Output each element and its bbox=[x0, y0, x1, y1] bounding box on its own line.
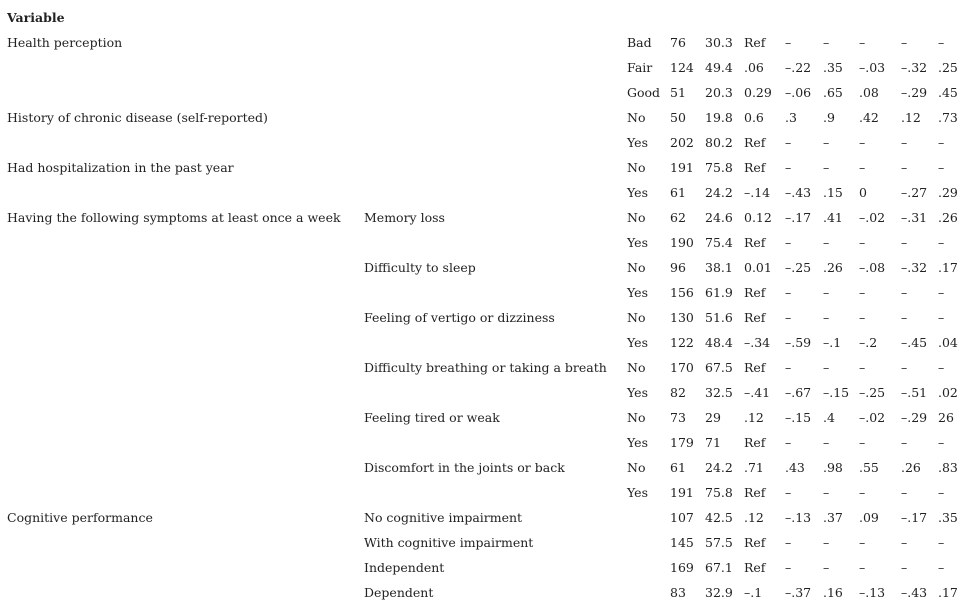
cell-b2: – bbox=[859, 360, 866, 375]
cell-lower1: –.59 bbox=[785, 335, 812, 350]
cell-category: No bbox=[627, 460, 646, 475]
cell-b2: – bbox=[859, 485, 866, 500]
cell-percent: 57.5 bbox=[705, 535, 733, 550]
cell-subvariable bbox=[364, 105, 627, 130]
cell-lower1: – bbox=[785, 560, 792, 575]
cell-lower2: – bbox=[901, 535, 908, 550]
cell-percent: 29 bbox=[705, 410, 721, 425]
cell-b2: 0 bbox=[859, 185, 867, 200]
cell-lower1: – bbox=[785, 135, 792, 150]
table-row bbox=[7, 230, 966, 255]
cell-subvariable: Dependent bbox=[364, 585, 434, 600]
table-row bbox=[7, 305, 966, 330]
table-row bbox=[7, 530, 966, 555]
cell-lower1: – bbox=[785, 535, 792, 550]
cell-upper2: – bbox=[938, 310, 945, 325]
cell-upper1: .41 bbox=[823, 210, 843, 225]
cell-n: 124 bbox=[670, 60, 694, 75]
cell-upper2: – bbox=[938, 235, 945, 250]
cell-category: No bbox=[627, 160, 646, 175]
cell-variable: Had hospitalization in the past year bbox=[7, 160, 234, 175]
cell-subvariable bbox=[364, 80, 627, 105]
cell-upper1: – bbox=[823, 560, 830, 575]
table-row bbox=[7, 505, 966, 530]
cell-upper1: – bbox=[823, 485, 830, 500]
cell-subvariable: Discomfort in the joints or back bbox=[364, 460, 565, 475]
cell-percent: 24.2 bbox=[705, 460, 733, 475]
cell-percent: 80.2 bbox=[705, 135, 733, 150]
cell-lower2: –.45 bbox=[901, 335, 928, 350]
cell-variable bbox=[7, 255, 364, 280]
cell-n: 96 bbox=[670, 260, 686, 275]
cell-upper1: .35 bbox=[823, 60, 843, 75]
cell-n: 169 bbox=[670, 560, 694, 575]
cell-n: 73 bbox=[670, 410, 686, 425]
cell-upper1: – bbox=[823, 160, 830, 175]
cell-n: 202 bbox=[670, 135, 694, 150]
cell-n: 83 bbox=[670, 585, 686, 600]
cell-category bbox=[627, 555, 670, 580]
cell-n: 62 bbox=[670, 210, 686, 225]
table-row bbox=[7, 330, 966, 355]
cell-b1: –.41 bbox=[744, 385, 771, 400]
cell-lower2: – bbox=[901, 135, 908, 150]
cell-upper2: .29 bbox=[938, 185, 958, 200]
cell-variable bbox=[7, 580, 364, 605]
cell-b2: – bbox=[859, 35, 866, 50]
cell-percent: 51.6 bbox=[705, 310, 733, 325]
cell-lower2: –.17 bbox=[901, 510, 928, 525]
cell-b1: .71 bbox=[744, 460, 764, 475]
cell-variable: Health perception bbox=[7, 35, 123, 50]
cell-variable: Having the following symptoms at least once a week bbox=[7, 210, 341, 225]
cell-lower2: –.27 bbox=[901, 185, 928, 200]
cell-lower2: .12 bbox=[901, 110, 921, 125]
cell-upper2: .26 bbox=[938, 210, 958, 225]
cell-b1: Ref bbox=[744, 360, 766, 375]
table-row bbox=[7, 205, 966, 230]
table-row bbox=[7, 380, 966, 405]
cell-lower1: –.17 bbox=[785, 210, 812, 225]
cell-upper1: .37 bbox=[823, 510, 843, 525]
cell-lower1: –.67 bbox=[785, 385, 812, 400]
cell-upper1: –.15 bbox=[823, 385, 850, 400]
cell-lower2: – bbox=[901, 485, 908, 500]
cell-upper1: .15 bbox=[823, 185, 843, 200]
cell-percent: 42.5 bbox=[705, 510, 733, 525]
cell-b2: –.25 bbox=[859, 385, 886, 400]
cell-upper2: .83 bbox=[938, 460, 958, 475]
cell-b1: Ref bbox=[744, 160, 766, 175]
cell-lower2: – bbox=[901, 310, 908, 325]
cell-category bbox=[627, 580, 670, 605]
cell-b1: .12 bbox=[744, 510, 764, 525]
table-row bbox=[7, 555, 966, 580]
cell-lower2: – bbox=[901, 360, 908, 375]
cell-variable bbox=[7, 80, 364, 105]
header-variable: Variable bbox=[7, 10, 65, 25]
cell-lower1: –.43 bbox=[785, 185, 812, 200]
cell-variable bbox=[7, 530, 364, 555]
cell-lower1: –.06 bbox=[785, 85, 812, 100]
cell-percent: 24.6 bbox=[705, 210, 733, 225]
cell-lower2: –.31 bbox=[901, 210, 928, 225]
table-row bbox=[7, 580, 966, 605]
cell-lower1: –.37 bbox=[785, 585, 812, 600]
cell-upper1: .4 bbox=[823, 410, 835, 425]
cell-subvariable: No cognitive impairment bbox=[364, 510, 523, 525]
cell-b1: Ref bbox=[744, 535, 766, 550]
cell-b1: Ref bbox=[744, 235, 766, 250]
cell-variable bbox=[7, 330, 364, 355]
table-header-row bbox=[7, 5, 966, 30]
cell-upper2: .35 bbox=[938, 510, 958, 525]
cell-upper2: – bbox=[938, 360, 945, 375]
cell-category: Yes bbox=[627, 135, 648, 150]
cell-upper2: .04 bbox=[938, 335, 958, 350]
cell-b1: –.34 bbox=[744, 335, 771, 350]
cell-b2: –.02 bbox=[859, 210, 886, 225]
cell-n: 130 bbox=[670, 310, 694, 325]
cell-lower1: – bbox=[785, 160, 792, 175]
cell-category: Yes bbox=[627, 485, 648, 500]
cell-category: Yes bbox=[627, 185, 648, 200]
cell-subvariable bbox=[364, 380, 627, 405]
cell-subvariable bbox=[364, 480, 627, 505]
cell-upper1: –.1 bbox=[823, 335, 842, 350]
cell-lower1: – bbox=[785, 310, 792, 325]
cell-b1: Ref bbox=[744, 560, 766, 575]
cell-lower2: – bbox=[901, 35, 908, 50]
cell-lower1: – bbox=[785, 360, 792, 375]
cell-b1: Ref bbox=[744, 435, 766, 450]
cell-subvariable: Difficulty breathing or taking a breath bbox=[364, 360, 607, 375]
cell-percent: 75.8 bbox=[705, 160, 733, 175]
cell-b1: 0.01 bbox=[744, 260, 772, 275]
cell-variable bbox=[7, 130, 364, 155]
cell-subvariable bbox=[364, 230, 627, 255]
cell-percent: 75.4 bbox=[705, 235, 733, 250]
cell-category: No bbox=[627, 360, 646, 375]
cell-upper2: .02 bbox=[938, 385, 958, 400]
cell-upper1: .65 bbox=[823, 85, 843, 100]
cell-n: 61 bbox=[670, 460, 686, 475]
cell-category: Yes bbox=[627, 335, 648, 350]
table-row bbox=[7, 155, 966, 180]
cell-lower2: –.51 bbox=[901, 385, 928, 400]
cell-n: 51 bbox=[670, 85, 686, 100]
cell-n: 61 bbox=[670, 185, 686, 200]
cell-lower2: –.32 bbox=[901, 60, 928, 75]
cell-n: 76 bbox=[670, 35, 686, 50]
cell-percent: 49.4 bbox=[705, 60, 733, 75]
cell-b2: –.2 bbox=[859, 335, 878, 350]
cell-category: No bbox=[627, 110, 646, 125]
cell-upper1: .98 bbox=[823, 460, 843, 475]
table-row bbox=[7, 430, 966, 455]
cell-b2: –.08 bbox=[859, 260, 886, 275]
cell-lower2: – bbox=[901, 285, 908, 300]
cell-percent: 71 bbox=[705, 435, 721, 450]
cell-upper2: – bbox=[938, 285, 945, 300]
cell-percent: 75.8 bbox=[705, 485, 733, 500]
cell-n: 122 bbox=[670, 335, 694, 350]
cell-b2: –.02 bbox=[859, 410, 886, 425]
cell-lower1: – bbox=[785, 235, 792, 250]
cell-variable bbox=[7, 180, 364, 205]
cell-b1: .12 bbox=[744, 410, 764, 425]
cell-upper2: – bbox=[938, 485, 945, 500]
cell-lower1: – bbox=[785, 435, 792, 450]
cell-percent: 67.5 bbox=[705, 360, 733, 375]
cell-percent: 61.9 bbox=[705, 285, 733, 300]
cell-upper2: .25 bbox=[938, 60, 958, 75]
cell-upper2: – bbox=[938, 35, 945, 50]
cell-b2: – bbox=[859, 135, 866, 150]
cell-b2: – bbox=[859, 535, 866, 550]
cell-b2: – bbox=[859, 285, 866, 300]
cell-n: 50 bbox=[670, 110, 686, 125]
cell-subvariable: Independent bbox=[364, 560, 445, 575]
cell-upper1: .26 bbox=[823, 260, 843, 275]
cell-subvariable bbox=[364, 330, 627, 355]
cell-category bbox=[627, 530, 670, 555]
cell-subvariable bbox=[364, 55, 627, 80]
cell-category: Yes bbox=[627, 435, 648, 450]
cell-upper1: – bbox=[823, 35, 830, 50]
cell-lower2: –.29 bbox=[901, 410, 928, 425]
cell-variable: History of chronic disease (self-reported) bbox=[7, 110, 268, 125]
cell-percent: 48.4 bbox=[705, 335, 733, 350]
cell-upper2: – bbox=[938, 160, 945, 175]
cell-b2: –.03 bbox=[859, 60, 886, 75]
cell-b1: –.14 bbox=[744, 185, 771, 200]
cell-upper2: .17 bbox=[938, 260, 958, 275]
table-row bbox=[7, 255, 966, 280]
cell-variable bbox=[7, 355, 364, 380]
cell-upper2: – bbox=[938, 535, 945, 550]
cell-upper1: – bbox=[823, 435, 830, 450]
cell-variable bbox=[7, 55, 364, 80]
cell-b2: .42 bbox=[859, 110, 879, 125]
cell-percent: 32.9 bbox=[705, 585, 733, 600]
table-row bbox=[7, 105, 966, 130]
cell-b1: .06 bbox=[744, 60, 764, 75]
cell-lower2: – bbox=[901, 235, 908, 250]
cell-percent: 38.1 bbox=[705, 260, 733, 275]
cell-subvariable: Feeling tired or weak bbox=[364, 410, 500, 425]
cell-upper2: – bbox=[938, 135, 945, 150]
cell-upper1: – bbox=[823, 535, 830, 550]
cell-subvariable bbox=[364, 155, 627, 180]
table-row bbox=[7, 180, 966, 205]
cell-upper1: – bbox=[823, 135, 830, 150]
cell-variable bbox=[7, 480, 364, 505]
cell-lower2: .26 bbox=[901, 460, 921, 475]
cell-category: Fair bbox=[627, 60, 653, 75]
cell-b2: .09 bbox=[859, 510, 879, 525]
cell-category: No bbox=[627, 410, 646, 425]
cell-n: 170 bbox=[670, 360, 694, 375]
cell-variable bbox=[7, 455, 364, 480]
cell-percent: 32.5 bbox=[705, 385, 733, 400]
cell-b1: 0.12 bbox=[744, 210, 772, 225]
cell-category: Yes bbox=[627, 235, 648, 250]
cell-subvariable bbox=[364, 130, 627, 155]
cell-category: Yes bbox=[627, 285, 648, 300]
cell-percent: 67.1 bbox=[705, 560, 733, 575]
cell-b2: – bbox=[859, 560, 866, 575]
cell-lower1: .3 bbox=[785, 110, 797, 125]
cell-b2: – bbox=[859, 160, 866, 175]
cell-subvariable bbox=[364, 180, 627, 205]
cell-variable: Cognitive performance bbox=[7, 510, 153, 525]
cell-b2: – bbox=[859, 435, 866, 450]
cell-subvariable bbox=[364, 280, 627, 305]
cell-upper2: .73 bbox=[938, 110, 958, 125]
cell-lower1: –.22 bbox=[785, 60, 812, 75]
cell-n: 156 bbox=[670, 285, 694, 300]
cell-lower1: – bbox=[785, 485, 792, 500]
table-row bbox=[7, 55, 966, 80]
cell-b1: Ref bbox=[744, 485, 766, 500]
cell-variable bbox=[7, 430, 364, 455]
cell-lower2: –.43 bbox=[901, 585, 928, 600]
table-row bbox=[7, 280, 966, 305]
table-row bbox=[7, 80, 966, 105]
cell-lower1: –.15 bbox=[785, 410, 812, 425]
cell-n: 145 bbox=[670, 535, 694, 550]
cell-lower1: .43 bbox=[785, 460, 805, 475]
cell-lower2: – bbox=[901, 560, 908, 575]
cell-variable bbox=[7, 555, 364, 580]
table-row bbox=[7, 130, 966, 155]
cell-variable bbox=[7, 280, 364, 305]
cell-upper1: .9 bbox=[823, 110, 835, 125]
cell-lower1: – bbox=[785, 35, 792, 50]
cell-b2: – bbox=[859, 235, 866, 250]
cell-subvariable bbox=[364, 30, 627, 55]
cell-upper1: – bbox=[823, 310, 830, 325]
cell-b1: 0.6 bbox=[744, 110, 764, 125]
cell-upper2: – bbox=[938, 560, 945, 575]
cell-upper1: – bbox=[823, 235, 830, 250]
cell-upper2: .17 bbox=[938, 585, 958, 600]
cell-lower2: – bbox=[901, 435, 908, 450]
cell-subvariable: Feeling of vertigo or dizziness bbox=[364, 310, 555, 325]
cell-variable bbox=[7, 305, 364, 330]
table-row bbox=[7, 30, 966, 55]
cell-variable bbox=[7, 380, 364, 405]
cell-lower1: – bbox=[785, 285, 792, 300]
cell-lower2: –.29 bbox=[901, 85, 928, 100]
cell-b1: 0.29 bbox=[744, 85, 772, 100]
cell-upper2: .45 bbox=[938, 85, 958, 100]
cell-category: No bbox=[627, 210, 646, 225]
cell-category: Bad bbox=[627, 35, 652, 50]
cell-upper1: .16 bbox=[823, 585, 843, 600]
cell-b1: Ref bbox=[744, 285, 766, 300]
cell-n: 190 bbox=[670, 235, 694, 250]
cell-b1: Ref bbox=[744, 135, 766, 150]
table-row bbox=[7, 455, 966, 480]
cell-lower1: –.25 bbox=[785, 260, 812, 275]
cell-b2: .08 bbox=[859, 85, 879, 100]
cell-b1: Ref bbox=[744, 35, 766, 50]
cell-n: 82 bbox=[670, 385, 686, 400]
cell-n: 107 bbox=[670, 510, 694, 525]
cell-percent: 24.2 bbox=[705, 185, 733, 200]
cell-upper2: – bbox=[938, 435, 945, 450]
cell-category: Good bbox=[627, 85, 661, 100]
cell-variable bbox=[7, 405, 364, 430]
cell-lower1: –.13 bbox=[785, 510, 812, 525]
cell-n: 179 bbox=[670, 435, 694, 450]
cell-subvariable: Difficulty to sleep bbox=[364, 260, 476, 275]
cell-percent: 30.3 bbox=[705, 35, 733, 50]
cell-upper1: – bbox=[823, 360, 830, 375]
table-row bbox=[7, 355, 966, 380]
cell-lower2: – bbox=[901, 160, 908, 175]
cell-category bbox=[627, 505, 670, 530]
cell-b1: –.1 bbox=[744, 585, 763, 600]
cell-upper1: – bbox=[823, 285, 830, 300]
cell-b2: .55 bbox=[859, 460, 879, 475]
cell-n: 191 bbox=[670, 485, 694, 500]
cell-category: No bbox=[627, 260, 646, 275]
table-row bbox=[7, 480, 966, 505]
results-table bbox=[7, 5, 966, 605]
cell-upper2: 26 bbox=[938, 410, 954, 425]
cell-b1: Ref bbox=[744, 310, 766, 325]
cell-percent: 19.8 bbox=[705, 110, 733, 125]
cell-lower2: –.32 bbox=[901, 260, 928, 275]
cell-category: No bbox=[627, 310, 646, 325]
cell-category: Yes bbox=[627, 385, 648, 400]
cell-subvariable: With cognitive impairment bbox=[364, 535, 534, 550]
table-row bbox=[7, 405, 966, 430]
cell-percent: 20.3 bbox=[705, 85, 733, 100]
cell-variable bbox=[7, 230, 364, 255]
cell-subvariable bbox=[364, 430, 627, 455]
cell-n: 191 bbox=[670, 160, 694, 175]
cell-b2: –.13 bbox=[859, 585, 886, 600]
cell-subvariable: Memory loss bbox=[364, 210, 445, 225]
cell-b2: – bbox=[859, 310, 866, 325]
